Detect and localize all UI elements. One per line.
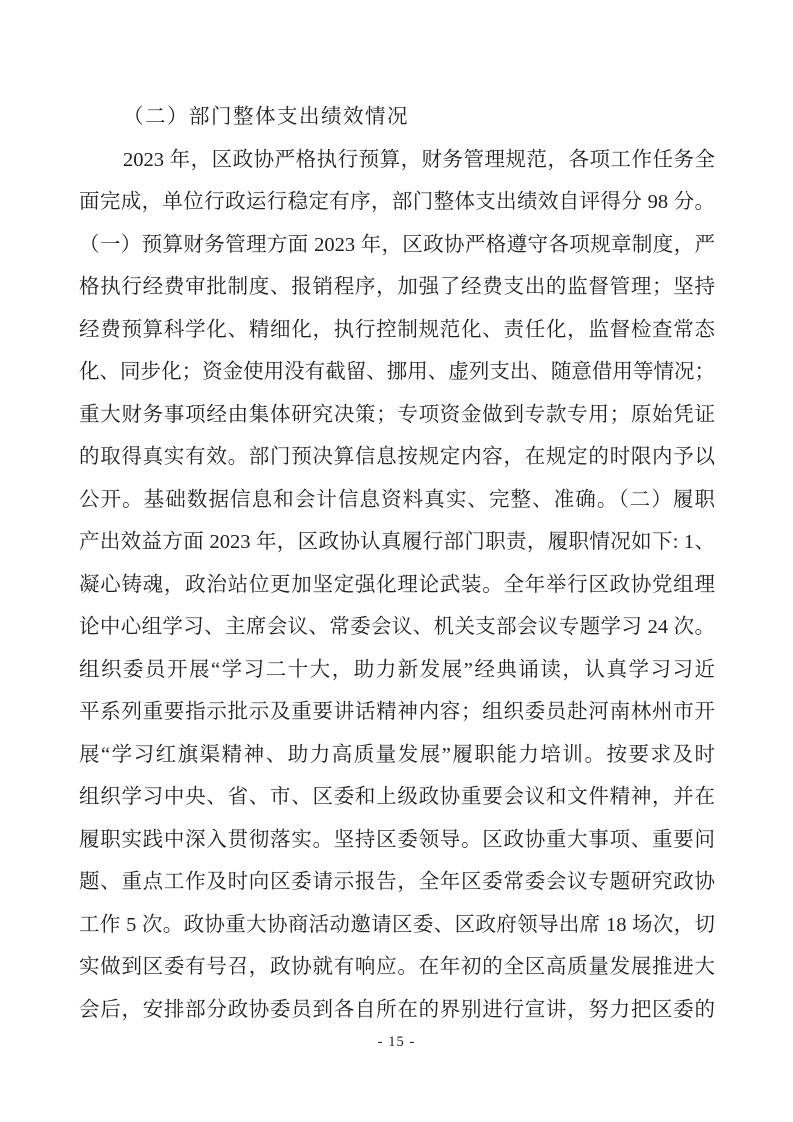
text-line: 组织学习中央、省、市、区委和上级政协重要会议和文件精神，并在 (79, 786, 715, 808)
text-line: 实做到区委有号召，政协就有响应。在年初的全区高质量发展推进大 (79, 956, 715, 978)
text-line: （一）预算财务管理方面 2023 年，区政协严格遵守各项规章制度，严 (79, 233, 715, 256)
text-line: 的取得真实有效。部门预决算信息按规定内容，在规定的时限内予以 (79, 446, 715, 468)
text-line: 产出效益方面 2023 年，区政协认真履行部门职责，履职情况如下: 1、 (79, 531, 715, 553)
text-line: 履职实践中深入贯彻落实。坚持区委领导。区政协重大事项、重要问 (79, 828, 715, 851)
text-line: 凝心铸魂，政治站位更加坚定强化理论武装。全年举行区政协党组理 (79, 573, 715, 596)
section-heading: （二）部门整体支出绩效情况 (123, 106, 409, 128)
text-line: 面完成，单位行政运行稳定有序，部门整体支出绩效自评得分 98 分。 (79, 191, 715, 213)
text-line: 题、重点工作及时向区委请示报告，全年区委常委会议专题研究政协 (79, 871, 715, 893)
text-line: 2023 年，区政协严格执行预算，财务管理规范，各项工作任务全 (123, 148, 715, 171)
text-lines (79, 96, 715, 1031)
text-line: 公开。基础数据信息和会计信息资料真实、完整、准确。（二）履职 (79, 488, 715, 511)
text-line: 化、同步化；资金使用没有截留、挪用、虚列支出、随意借用等情况； (79, 361, 715, 383)
text-line: 格执行经费审批制度、报销程序，加强了经费支出的监督管理；坚持 (79, 276, 715, 298)
text-line: 经费预算科学化、精细化，执行控制规范化、责任化，监督检查常态 (79, 318, 715, 341)
text-line: 平系列重要指示批示及重要讲话精神内容；组织委员赴河南林州市开 (79, 701, 715, 723)
text-line: 展“学习红旗渠精神、助力高质量发展”履职能力培训。按要求及时 (79, 743, 715, 766)
text-line: 会后，安排部分政协委员到各自所在的界别进行宣讲，努力把区委的 (79, 998, 715, 1021)
text-line: 组织委员开展“学习二十大，助力新发展”经典诵读，认真学习习近 (79, 658, 715, 681)
text-line: 工作 5 次。政协重大协商活动邀请区委、区政府领导出席 18 场次，切 (79, 913, 715, 936)
page-number: - 15 - (377, 1034, 416, 1050)
text-line: 论中心组学习、主席会议、常委会议、机关支部会议专题学习 24 次。 (79, 616, 715, 638)
text-line: 重大财务事项经由集体研究决策；专项资金做到专款专用；原始凭证 (79, 403, 715, 426)
